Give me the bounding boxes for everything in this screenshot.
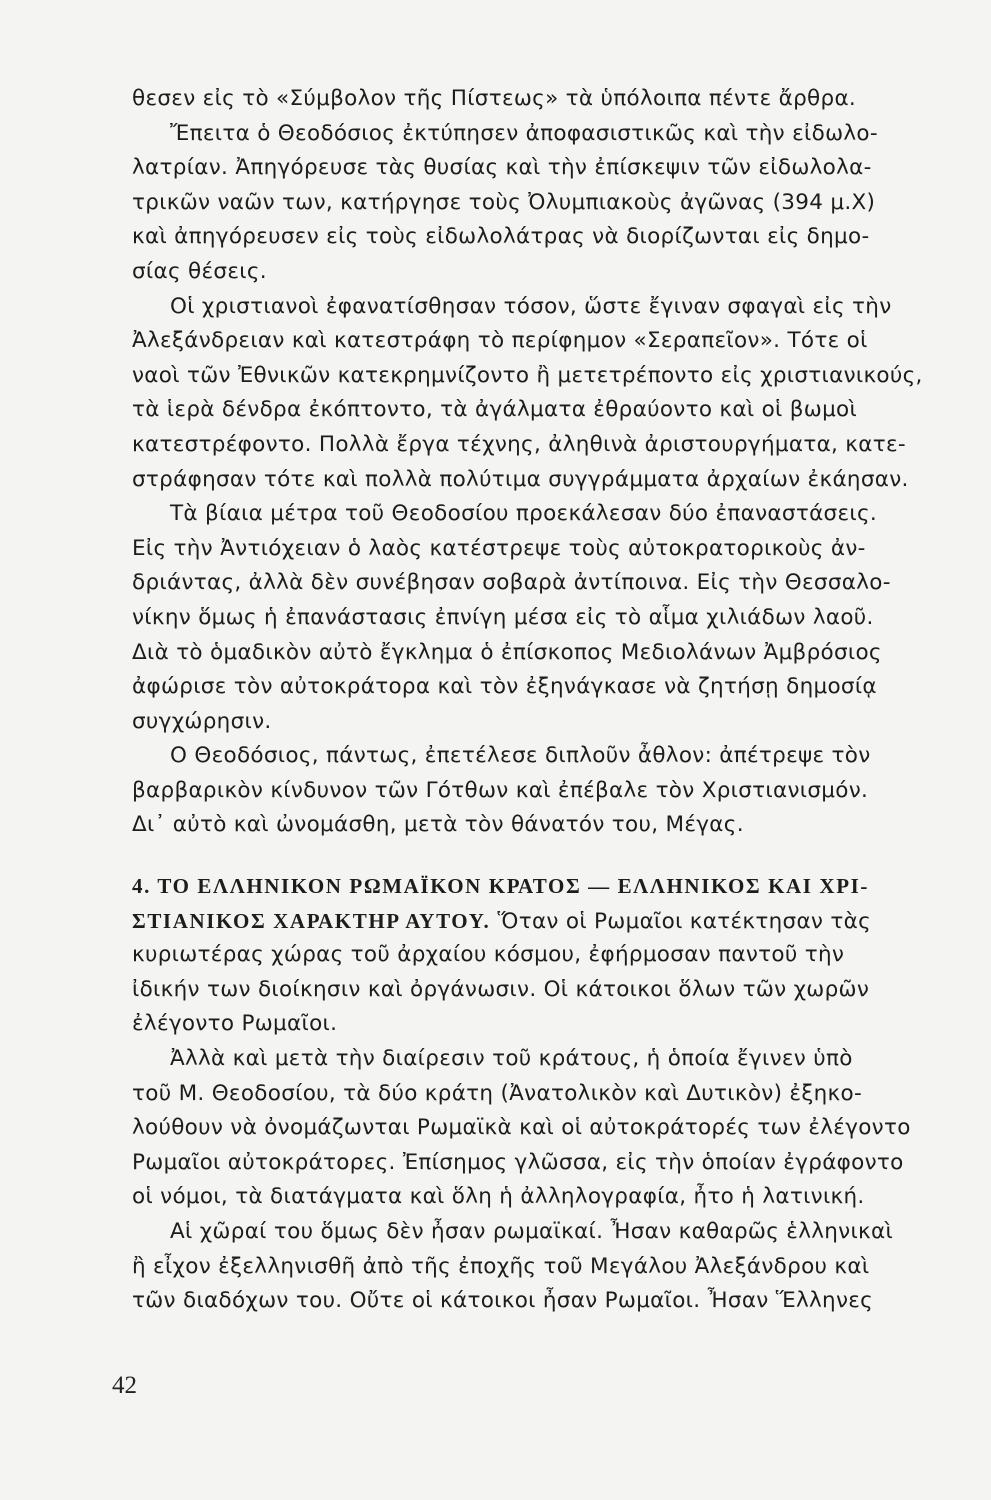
text-line: δριάντας, ἀλλὰ δὲν συνέβησαν σοβαρὰ ἀντίποινα. Εἰς τὴν Θεσσαλο- [132,570,891,596]
text-line: καὶ ἀπηγόρευσεν εἰς τοὺς εἰδωλολάτρας νὰ διορίζωνται εἰς δημο- [132,224,870,250]
text-line: στράφησαν τότε καὶ πολλὰ πολύτιμα συγγράμματα ἀρχαίων ἐκάησαν. [132,466,909,492]
text-line: τοῦ Μ. Θεοδοσίου, τὰ δύο κράτη (Ἀνατολικὸν καὶ Δυτικὸν) ἐξηκο- [132,1080,863,1106]
text-line: σίας θέσεις. [132,258,267,284]
section-intro-text: Ὅταν οἱ Ρωμαῖοι κατέκτησαν τὰς [490,908,872,934]
text-line: λατρίαν. Ἀπηγόρευσε τὰς θυσίας καὶ τὴν ἐπίσκεψιν τῶν εἰδωλολα- [132,155,872,181]
text-line: συγχώρησιν. [132,708,272,734]
text-line: ναοὶ τῶν Ἐθνικῶν κατεκρημνίζοντο ἢ μετετρέποντο εἰς χριστιανικούς, [132,362,923,388]
text-line: Ο Θεοδόσιος, πάντως, ἐπετέλεσε διπλοῦν ἆθλον: ἀπέτρεψε τὸν [170,743,871,769]
text-line: λούθουν νὰ ὀνομάζωνται Ρωμαϊκὰ καὶ οἱ αὐτοκράτορές των ἐλέγοντο [132,1115,911,1141]
paragraph-revolts [132,497,962,739]
section-heading: 4. ΤΟ ΕΛΛΗΝΙΚΟΝ ΡΩΜΑΪΚΟΝ ΚΡΑΤΟΣ — ΕΛΛΗΝΙΚΟΣ ΚΑΙ ΧΡΙ- [132,874,869,899]
paragraph-greek-lands [132,1215,962,1319]
section-heading-continued: ΣΤΙΑΝΙΚΟΣ ΧΑΡΑΚΤΗΡ ΑΥΤΟΥ. [132,908,491,933]
text-line: Αἱ χῶραί του ὅμως δὲν ἦσαν ρωμαϊκαί. Ἦσαν καθαρῶς ἑλληνικαὶ [170,1219,894,1244]
paragraph-theodosius-great [132,739,962,843]
body-text [132,82,962,1319]
text-line: ἐλέγοντο Ρωμαῖοι. [132,1011,338,1037]
paragraph-division-of-empire [132,1042,962,1215]
text-line: Ἀλλὰ καὶ μετὰ τὴν διαίρεσιν τοῦ κράτους, ἡ ὁποία ἔγινεν ὑπὸ [170,1046,853,1072]
text-line: ἢ εἶχον ἐξελληνισθῆ ἀπὸ τῆς ἐποχῆς τοῦ Μεγάλου Ἀλεξάνδρου καὶ [132,1253,870,1279]
text-line: Δι᾽ αὐτὸ καὶ ὠνομάσθη, μετὰ τὸν θάνατόν του, Μέγας. [132,812,744,838]
text-line: βαρβαρικὸν κίνδυνον τῶν Γότθων καὶ ἐπέβαλε τὸν Χριστιανισμόν. [132,777,869,803]
text-line: Διὰ τὸ ὁμαδικὸν αὐτὸ ἔγκλημα ὁ ἐπίσκοπος Μεδιολάνων Ἀμβρόσιος [132,639,882,665]
text-line: ἀφώρισε τὸν αὐτοκράτορα καὶ τὸν ἐξηνάγκασε νὰ ζητήσῃ δημοσίᾳ [132,674,877,700]
text-line: Ἔπειτα ὁ Θεοδόσιος ἐκτύπησεν ἀποφασιστικῶς καὶ τὴν εἰδωλο- [170,120,878,146]
section-greek-roman-state [132,869,962,1042]
text-line: κατεστρέφοντο. Πολλὰ ἔργα τέχνης, ἀληθινὰ ἀριστουργήματα, κατε- [132,431,906,457]
text-line: Τὰ βίαια μέτρα τοῦ Θεοδοσίου προεκάλεσαν δύο ἐπαναστάσεις. [170,501,878,527]
text-line: ἰδικήν των διοίκησιν καὶ ὀργάνωσιν. Οἱ κάτοικοι ὅλων τῶν χωρῶν [132,976,870,1002]
text-line: τὰ ἱερὰ δένδρα ἐκόπτοντο, τὰ ἀγάλματα ἐθραύοντο καὶ οἱ βωμοὶ [132,397,858,423]
text-line: κυριωτέρας χώρας τοῦ ἀρχαίου κόσμου, ἐφήρμοσαν παντοῦ τὴν [132,942,845,968]
text-line: τρικῶν ναῶν των, κατήργησε τοὺς Ὀλυμπιακοὺς ἀγῶνας (394 μ.Χ) [132,189,876,215]
text-line: Ἀλεξάνδρειαν καὶ κατεστράφη τὸ περίφημον «Σεραπεῖον». Τότε οἱ [132,328,868,354]
page-number: 42 [112,1372,137,1399]
text-line: οἱ νόμοι, τὰ διατάγματα καὶ ὅλη ἡ ἀλληλογραφία, ἦτο ἡ λατινική. [132,1184,865,1210]
text-line: νίκην ὅμως ἡ ἐπανάστασις ἐπνίγη μέσα εἰς τὸ αἷμα χιλιάδων λαοῦ. [132,604,874,630]
text-line [132,904,962,939]
text-line: θεσεν εἰς τὸ «Σύμβολον τῆς Πίστεως» τὰ ὑπόλοιπα πέντε ἄρθρα. [132,86,857,111]
text-line: Οἱ χριστιανοὶ ἐφανατίσθησαν τόσον, ὥστε ἔγιναν σφαγαὶ εἰς τὴν [170,293,892,319]
text-line: Ρωμαῖοι αὐτοκράτορες. Ἐπίσημος γλῶσσα, εἰς τὴν ὁποίαν ἐγράφοντο [132,1149,904,1175]
text-line: τῶν διαδόχων του. Οὔτε οἱ κάτοικοι ἦσαν Ρωμαῖοι. Ἦσαν Ἕλληνες [132,1288,874,1314]
paragraph-christian-fanaticism [132,290,962,498]
text-line: Εἰς τὴν Ἀντιόχειαν ὁ λαὸς κατέστρεψε τοὺς αὐτοκρατορικοὺς ἀν- [132,535,866,561]
paragraph-theodosius-paganism [132,82,962,290]
